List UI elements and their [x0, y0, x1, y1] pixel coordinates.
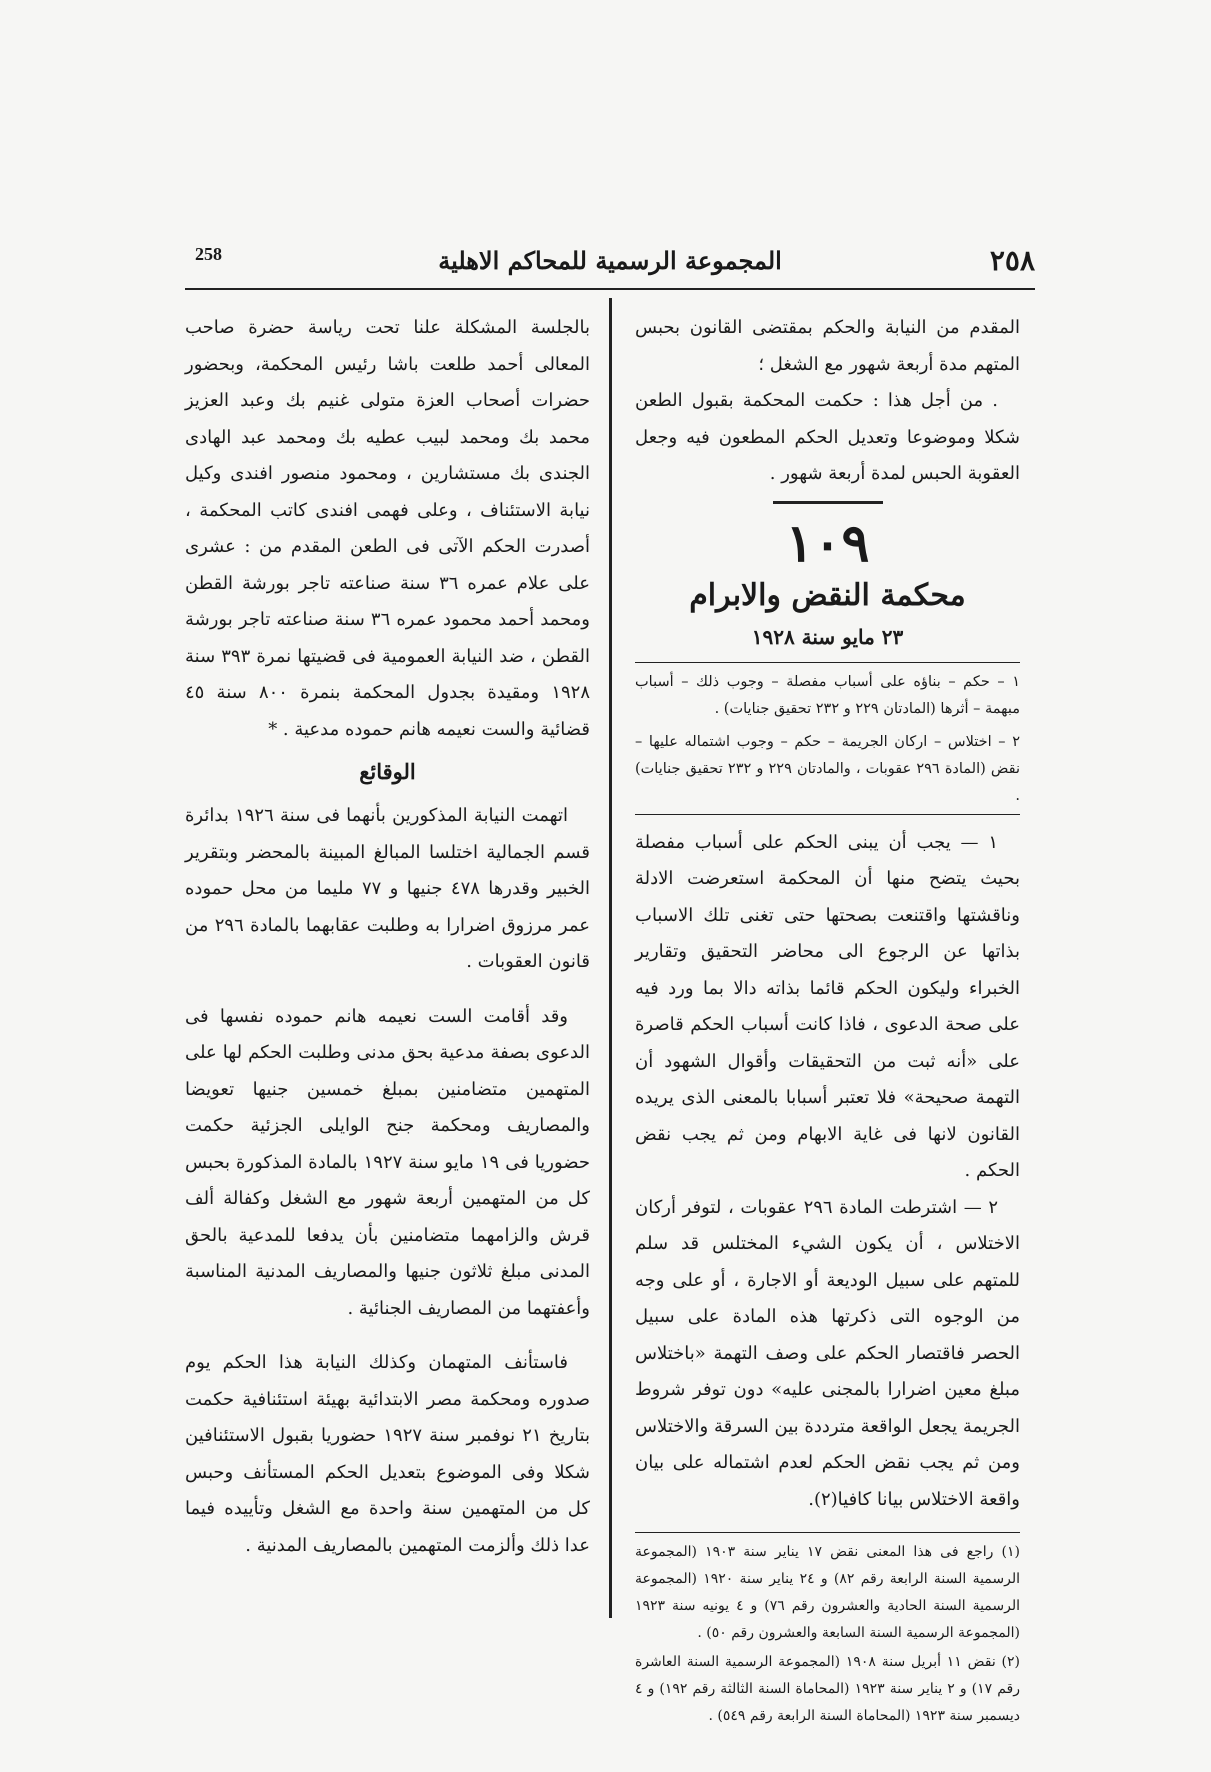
- paragraph-gap: [185, 1327, 590, 1345]
- footnote: (١) راجع فى هذا المعنى نقض ١٧ يناير سنة ١٩٠٣ (المجموعة الرسمية السنة الرابعة رقم ٨٢) و ٢٤ يناير سنة ١٩٢٠ (المجموعة الرسمية السنة الحادية والعشرون رقم ٧٦) و ٤ يونيه سنة ١٩٢٣ (المجموعة الرسمية السنة السابعة والعشرون رقم ٥٠) .: [635, 1544, 1021, 1641]
- headnote-item: ١ – حكم – بناؤه على أسباب مفصلة – وجوب ذلك – أسباب مبهمة – أثرها (المادتان ٢٢٩ و ٢٣٢ تحقيق جنايات) .: [635, 673, 1020, 717]
- intro-paragraph: المقدم من النيابة والحكم بمقتضى القانون بحبس المتهم مدة أربعة شهور مع الشغل ؛: [635, 317, 1020, 375]
- principle-paragraph: ١ — يجب أن يبنى الحكم على أسباب مفصلة بحيث يتضح منها أن المحكمة استعرضت الادلة وناقشتها واقتنعت بصحتها حتى تغنى تلك الاسباب بذاتها عن الرجوع الى محاضر التحقيق وتقارير الخبراء وليكون الحكم قائما بذاته دالا بما ورد فيه على صحة الدعوى ، فاذا كانت أسباب الحكم قاصرة على «أنه ثبت من التحقيقات وأقوال الشهود أن التهمة صحيحة» فلا تعتبر أسبابا بالمعنى الذى يريده القانون لانها فى غاية الابهام ومن ثم يجب نقض الحكم .: [635, 831, 1020, 1181]
- running-title: المجموعة الرسمية للمحاكم الاهلية: [438, 246, 782, 275]
- section-rule: [773, 501, 883, 504]
- footnote: (٢) نقض ١١ أبريل سنة ١٩٠٨ (المجموعة الرسمية السنة العاشرة رقم ١٧) و ٢ يناير سنة ١٩٢٣ (المحاماة السنة الثالثة رقم ١٩٢) و ٤ ديسمبر سنة ١٩٢٣ (المحاماة السنة الرابعة رقم ٥٤٩) .: [635, 1654, 1021, 1724]
- column-divider: [609, 298, 612, 1618]
- page-number-arabic: ٢٥٨: [989, 244, 1035, 277]
- paragraph-gap: [185, 981, 590, 999]
- judgment-date: ٢٣ مايو سنة ١٩٢٨: [751, 624, 904, 649]
- headnote-summary: [635, 662, 1020, 815]
- session-paragraph: بالجلسة المشكلة علنا تحت رياسة حضرة صاحب المعالى أحمد طلعت باشا رئيس المحكمة، وبحضور حضرات أصحاب العزة متولى غنيم بك وعبد العزيز محمد بك ومحمد لبيب عطيه بك ومحمد عبد الهادى الجندى بك مستشارين ، ومحمود منصور افندى وكيل نيابة الاستئناف ، وعلى فهمى افندى كاتب المحكمة ، أصدرت الحكم الآتى فى الطعن المقدم من : عشرى على علام عمره ٣٦ سنة صناعته تاجر بورشة القطن ومحمد أحمد محمود عمره ٣٦ سنة صناعته تاجر بورشة القطن ، ضد النيابة العمومية فى قضيتها نمرة ٣٩٣ سنة ١٩٢٨ ومقيدة بجدول المحكمة بنمرة ٨٠٠ سنة ٤٥ قضائية والست نعيمه هانم حموده مدعية . *: [185, 317, 590, 740]
- footnotes: [635, 1532, 1020, 1730]
- page-header: [185, 240, 1035, 290]
- facts-paragraph: اتهمت النيابة المذكورين بأنهما فى سنة ١٩٢٦ بدائرة قسم الجمالية اختلسا المبالغ المبينة بالمحضر وبتقرير الخبير وقدرها ٤٧٨ جنيها و ٧٧ مليما من محل حموده عمر مرزوق اضرارا به وطلبت عقابهما بالمادة ٢٩٦ من قانون العقوبات .: [185, 805, 590, 972]
- facts-paragraph: وقد أقامت الست نعيمه هانم حموده نفسها فى الدعوى بصفة مدعية بحق مدنى وطلبت الحكم لها على المتهمين متضامنين بمبلغ خمسين جنيها تعويضا والمصاريف ومحكمة جنح الوايلى الجزئية حكمت حضوريا فى ١٩ مايو سنة ١٩٢٧ بالمادة المذكورة بحبس كل من المتهمين أربعة شهور مع الشغل وكفالة ألف قرش والزامهما متضامنين بأن يدفعا للمدعية بالحق المدنى مبلغ ثلاثون جنيها والمصاريف المدنية المناسبة وأعفتهما من المصاريف الجنائية .: [185, 1005, 591, 1319]
- right-column: [635, 310, 1020, 1730]
- headnote-item: ٢ – اختلاس – اركان الجريمة – حكم – وجوب اشتماله عليها – نقض (المادة ٢٩٦ عقوبات ، والمادتان ٢٢٩ و ٢٣٢ تحقيق جنايات) .: [635, 733, 1021, 804]
- facts-heading: الوقائع: [359, 759, 416, 784]
- court-name: محكمة النقض والابرام: [689, 577, 966, 613]
- facts-paragraph: فاستأنف المتهمان وكذلك النيابة هذا الحكم يوم صدوره ومحكمة مصر الابتدائية بهيئة استئنافية حكمت بتاريخ ٢١ نوفمبر سنة ١٩٢٧ حضوريا بقبول الاستئنافين شكلا وفى الموضوع بتعديل الحكم المستأنف وحبس كل من المتهمين سنة واحدة مع الشغل وتأييده فيما عدا ذلك وألزمت المتهمين بالمصاريف المدنية .: [185, 1352, 590, 1556]
- page-number-latin: 258: [195, 244, 222, 264]
- case-number: ١٠٩: [785, 512, 870, 574]
- left-column: [185, 310, 590, 1564]
- intro-paragraph: . من أجل هذا : حكمت المحكمة بقبول الطعن شكلا وموضوعا وتعديل الحكم المطعون فيه وجعل العقوبة الحبس لمدة أربعة شهور .: [635, 390, 1020, 484]
- principle-paragraph: ٢ — اشترطت المادة ٢٩٦ عقوبات ، لتوفر أركان الاختلاس ، أن يكون الشيء المختلس قد سلم للمتهم على سبيل الوديعة أو الاجارة ، أو على وجه من الوجوه التى ذكرتها هذه المادة على سبيل الحصر فاقتصار الحكم على وصف التهمة «باختلاس مبلغ معين اضرارا بالمجنى عليه» دون توفر شروط الجريمة يجعل الواقعة مترددة بين السرقة والاختلاس ومن ثم يجب نقض الحكم لعدم اشتماله على بيان واقعة الاختلاس بيانا كافيا(٢).: [635, 1196, 1020, 1510]
